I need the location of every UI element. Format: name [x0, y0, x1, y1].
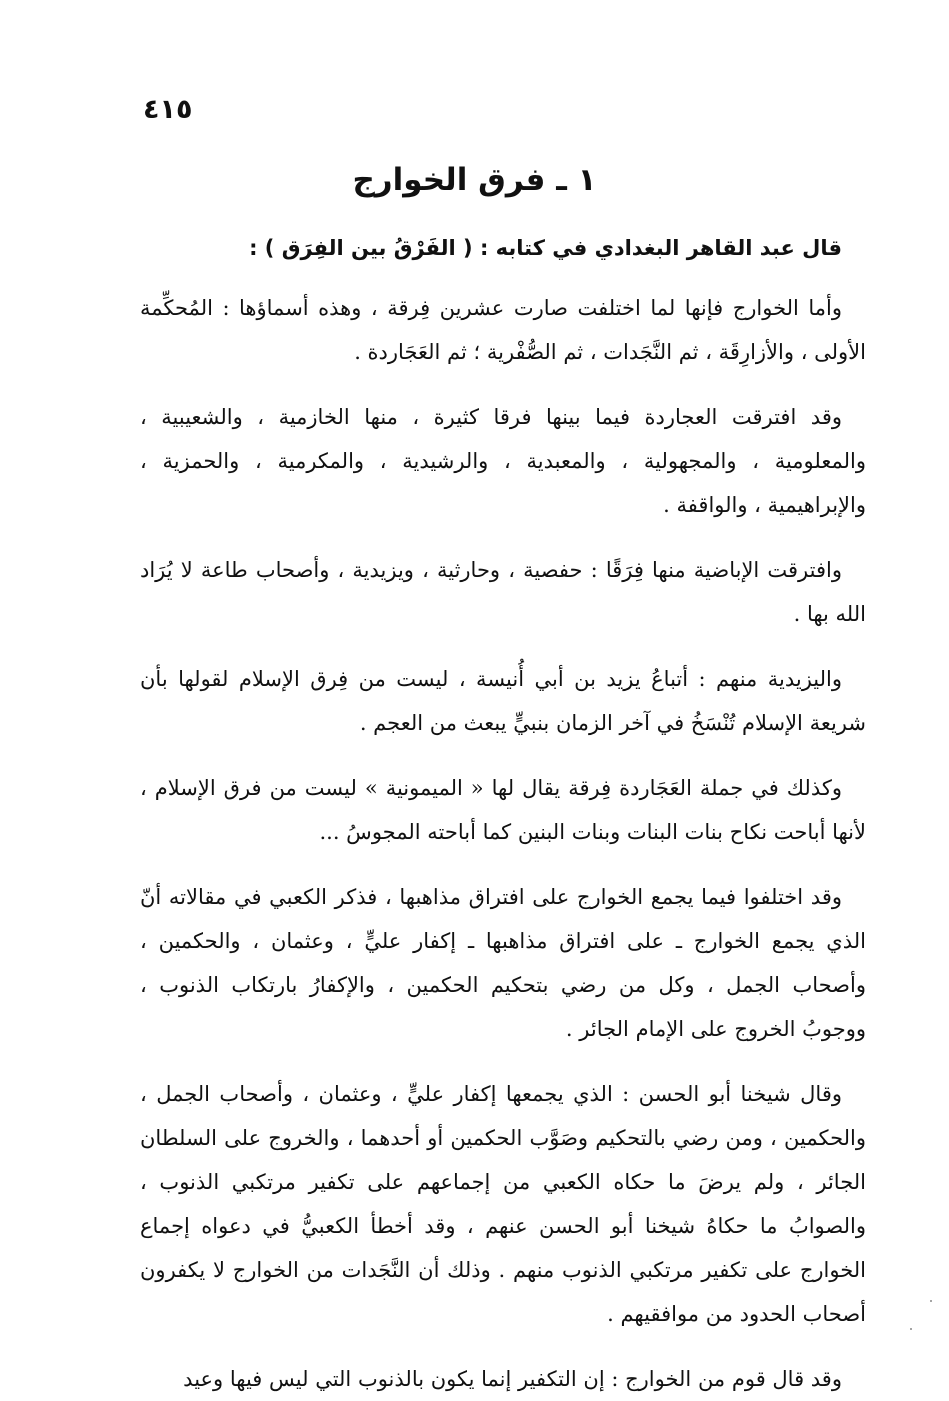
paragraph: وقد افترقت العجاردة فيما بينها فرقا كثيرة ، منها الخازمية ، والشعيبية ، والمعلومية ، والمجهولية ، والمعبدية ، والرشيدية ، والمكرمية ، والحمزية ، والإبراهيمية ، والواقفة .	[140, 405, 866, 517]
paragraph: وقد قال قوم من الخوارج : إن التكفير إنما يكون بالذنوب التي ليس فيها وعيد	[183, 1367, 842, 1391]
paragraph: وقد اختلفوا فيما يجمع الخوارج على افتراق مذاهبها ، فذكر الكعبي في مقالاته أنّ الذي يجمع الخوارج ـ على افتراق مذاهبها ـ إكفار عليٍّ ، وعثمان ، والحكمين ، وأصحاب الجمل ، وكل من رضي بتحكيم الحكمين ، والإكفارُ بارتكاب الذنوب ، ووجوبُ الخروج على الإمام الجائر .	[140, 885, 866, 1041]
paragraph: وقال شيخنا أبو الحسن : الذي يجمعها إكفار عليٍّ ، وعثمان ، وأصحاب الجمل ، والحكمين ، ومن رضي بالتحكيم وصَوَّب الحكمين أو أحدهما ، والخروج على السلطان الجائر ، ولم يرضَ ما حكاه الكعبي من إجماعهم على تكفير مرتكبي الذنوب ، والصوابُ ما حكاهُ شيخنا أبو الحسن عنهم ، وقد أخطأ الكعبيُّ في دعواه إجماع الخوارج على تكفير مرتكبي الذنوب منهم . وذلك أن النَّجَدات من الخوارج لا يكفرون أصحاب الحدود من موافقيهم .	[140, 1082, 866, 1326]
paragraph: وأما الخوارج فإنها لما اختلفت صارت عشرين فِرقة ، وهذه أسماؤها : المُحكِّمة الأولى ، والأزارِقَة ، ثم النَّجَدات ، ثم الصُّفْرية ؛ ثم العَجَاردة .	[140, 296, 866, 364]
scan-speck	[930, 1300, 932, 1302]
page-number: ٤١٥	[143, 94, 193, 125]
paragraph: واليزيدية منهم : أتباعُ يزيد بن أبي أُنيسة ، ليست من فِرق الإسلام لقولها بأن شريعة الإسلام تُنْسَخُ في آخر الزمان بنبيٍّ يبعث من العجم .	[140, 667, 866, 735]
paragraph: وكذلك في جملة العَجَاردة فِرقة يقال لها « الميمونية » ليست من فرق الإسلام ، لأنها أباحت نكاح بنات البنات وبنات البنين كما أباحته المجوسُ ...	[140, 776, 866, 844]
intro-line: قال عبد القاهر البغدادي في كتابه : ( الفَرْقُ بين الفِرَق ) :	[249, 236, 842, 260]
body-text	[140, 226, 866, 1401]
scan-speck	[910, 1328, 912, 1330]
paragraph: وافترقت الإباضية منها فِرَقًا : حفصية ، وحارثية ، ويزيدية ، وأصحاب طاعة لا يُرَاد الله بها .	[140, 558, 866, 626]
chapter-title: ١ ـ فرق الخوارج	[352, 162, 597, 198]
